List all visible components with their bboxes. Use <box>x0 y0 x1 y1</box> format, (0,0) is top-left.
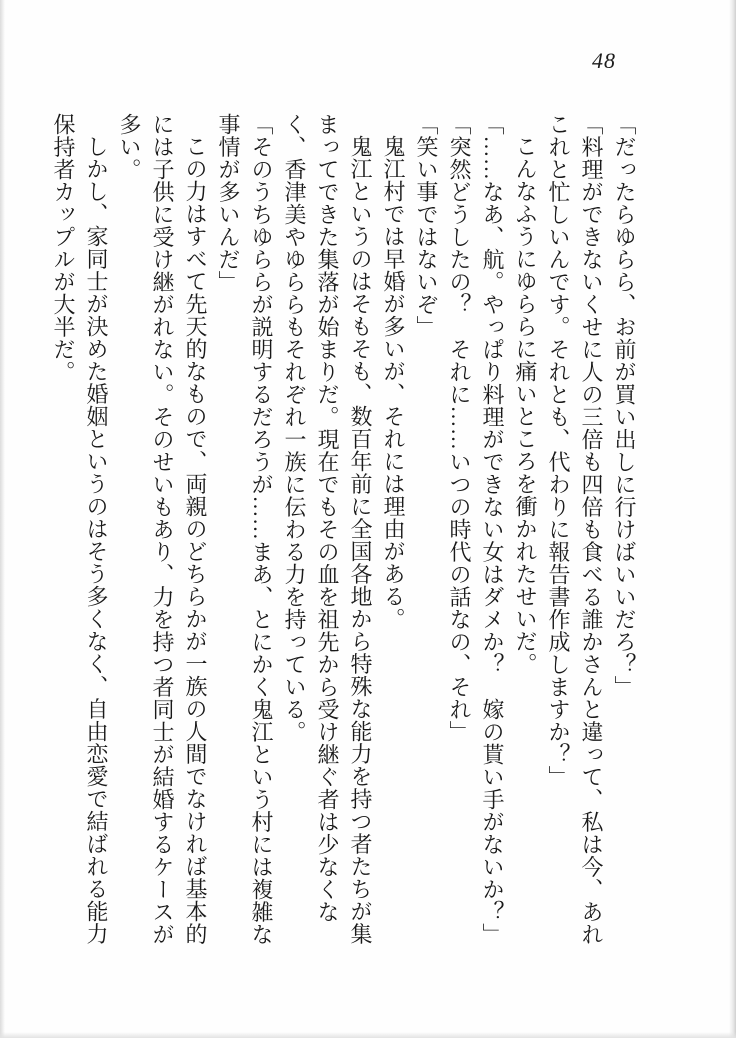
paragraph-narration: しかし、家同士が決めた婚姻というのはそう多くなく、自由恋愛で結ばれる能力保持者カップルが大半だ。 <box>51 113 109 945</box>
scan-edge-left <box>0 0 5 1038</box>
paragraph-narration: こんなふうにゆららに痛いところを衝かれたせいだ。 <box>513 135 538 675</box>
scan-edge-bottom <box>0 1032 736 1038</box>
paragraph-dialogue: 「そのうちゆららが説明するだろうが……まあ、とにかく鬼江という村には複雑な事情が多いんだ」 <box>216 113 274 946</box>
scan-edge-right <box>729 0 736 1038</box>
paragraph-narration: 鬼江村では早婚が多いが、それには理由がある。 <box>381 135 406 630</box>
paragraph-dialogue: 「料理ができないくせに人の三倍も四倍も食べる誰かさんと違って、私は今、あれこれと忙しいんです。それとも、代わりに報告書作成しますか？」 <box>546 113 604 946</box>
paragraph-narration: この力はすべて先天的なもので、両親のどちらかが一族の人間でなければ基本的には子供に受け継がれない。そのせいもあり、力を持つ者同士が結婚するケースが多い。 <box>117 113 208 946</box>
paragraph-dialogue: 「……なあ、航。やっぱり料理ができない女はダメか？ 嫁の貰い手がないか？」 <box>480 113 505 946</box>
page-number: 48 <box>592 48 616 73</box>
paragraph-dialogue: 「だったらゆらら、お前が買い出しに行けばいいだろ？」 <box>612 113 637 698</box>
body-text <box>47 113 641 961</box>
paragraph-narration: 鬼江というのはそもそも、数百年前に全国各地から特殊な能力を持つ者たちが集まってできた集落が始まりだ。現在でもその血を祖先から受け継ぐ者は少なくなく、香津美やゆららもそれぞれ一族に伝わる力を持っている。 <box>282 113 373 945</box>
paragraph-dialogue: 「笑い事ではないぞ」 <box>414 113 439 338</box>
paragraph-dialogue: 「突然どうしたの？ それに……いつの時代の話なの、それ」 <box>447 113 472 743</box>
